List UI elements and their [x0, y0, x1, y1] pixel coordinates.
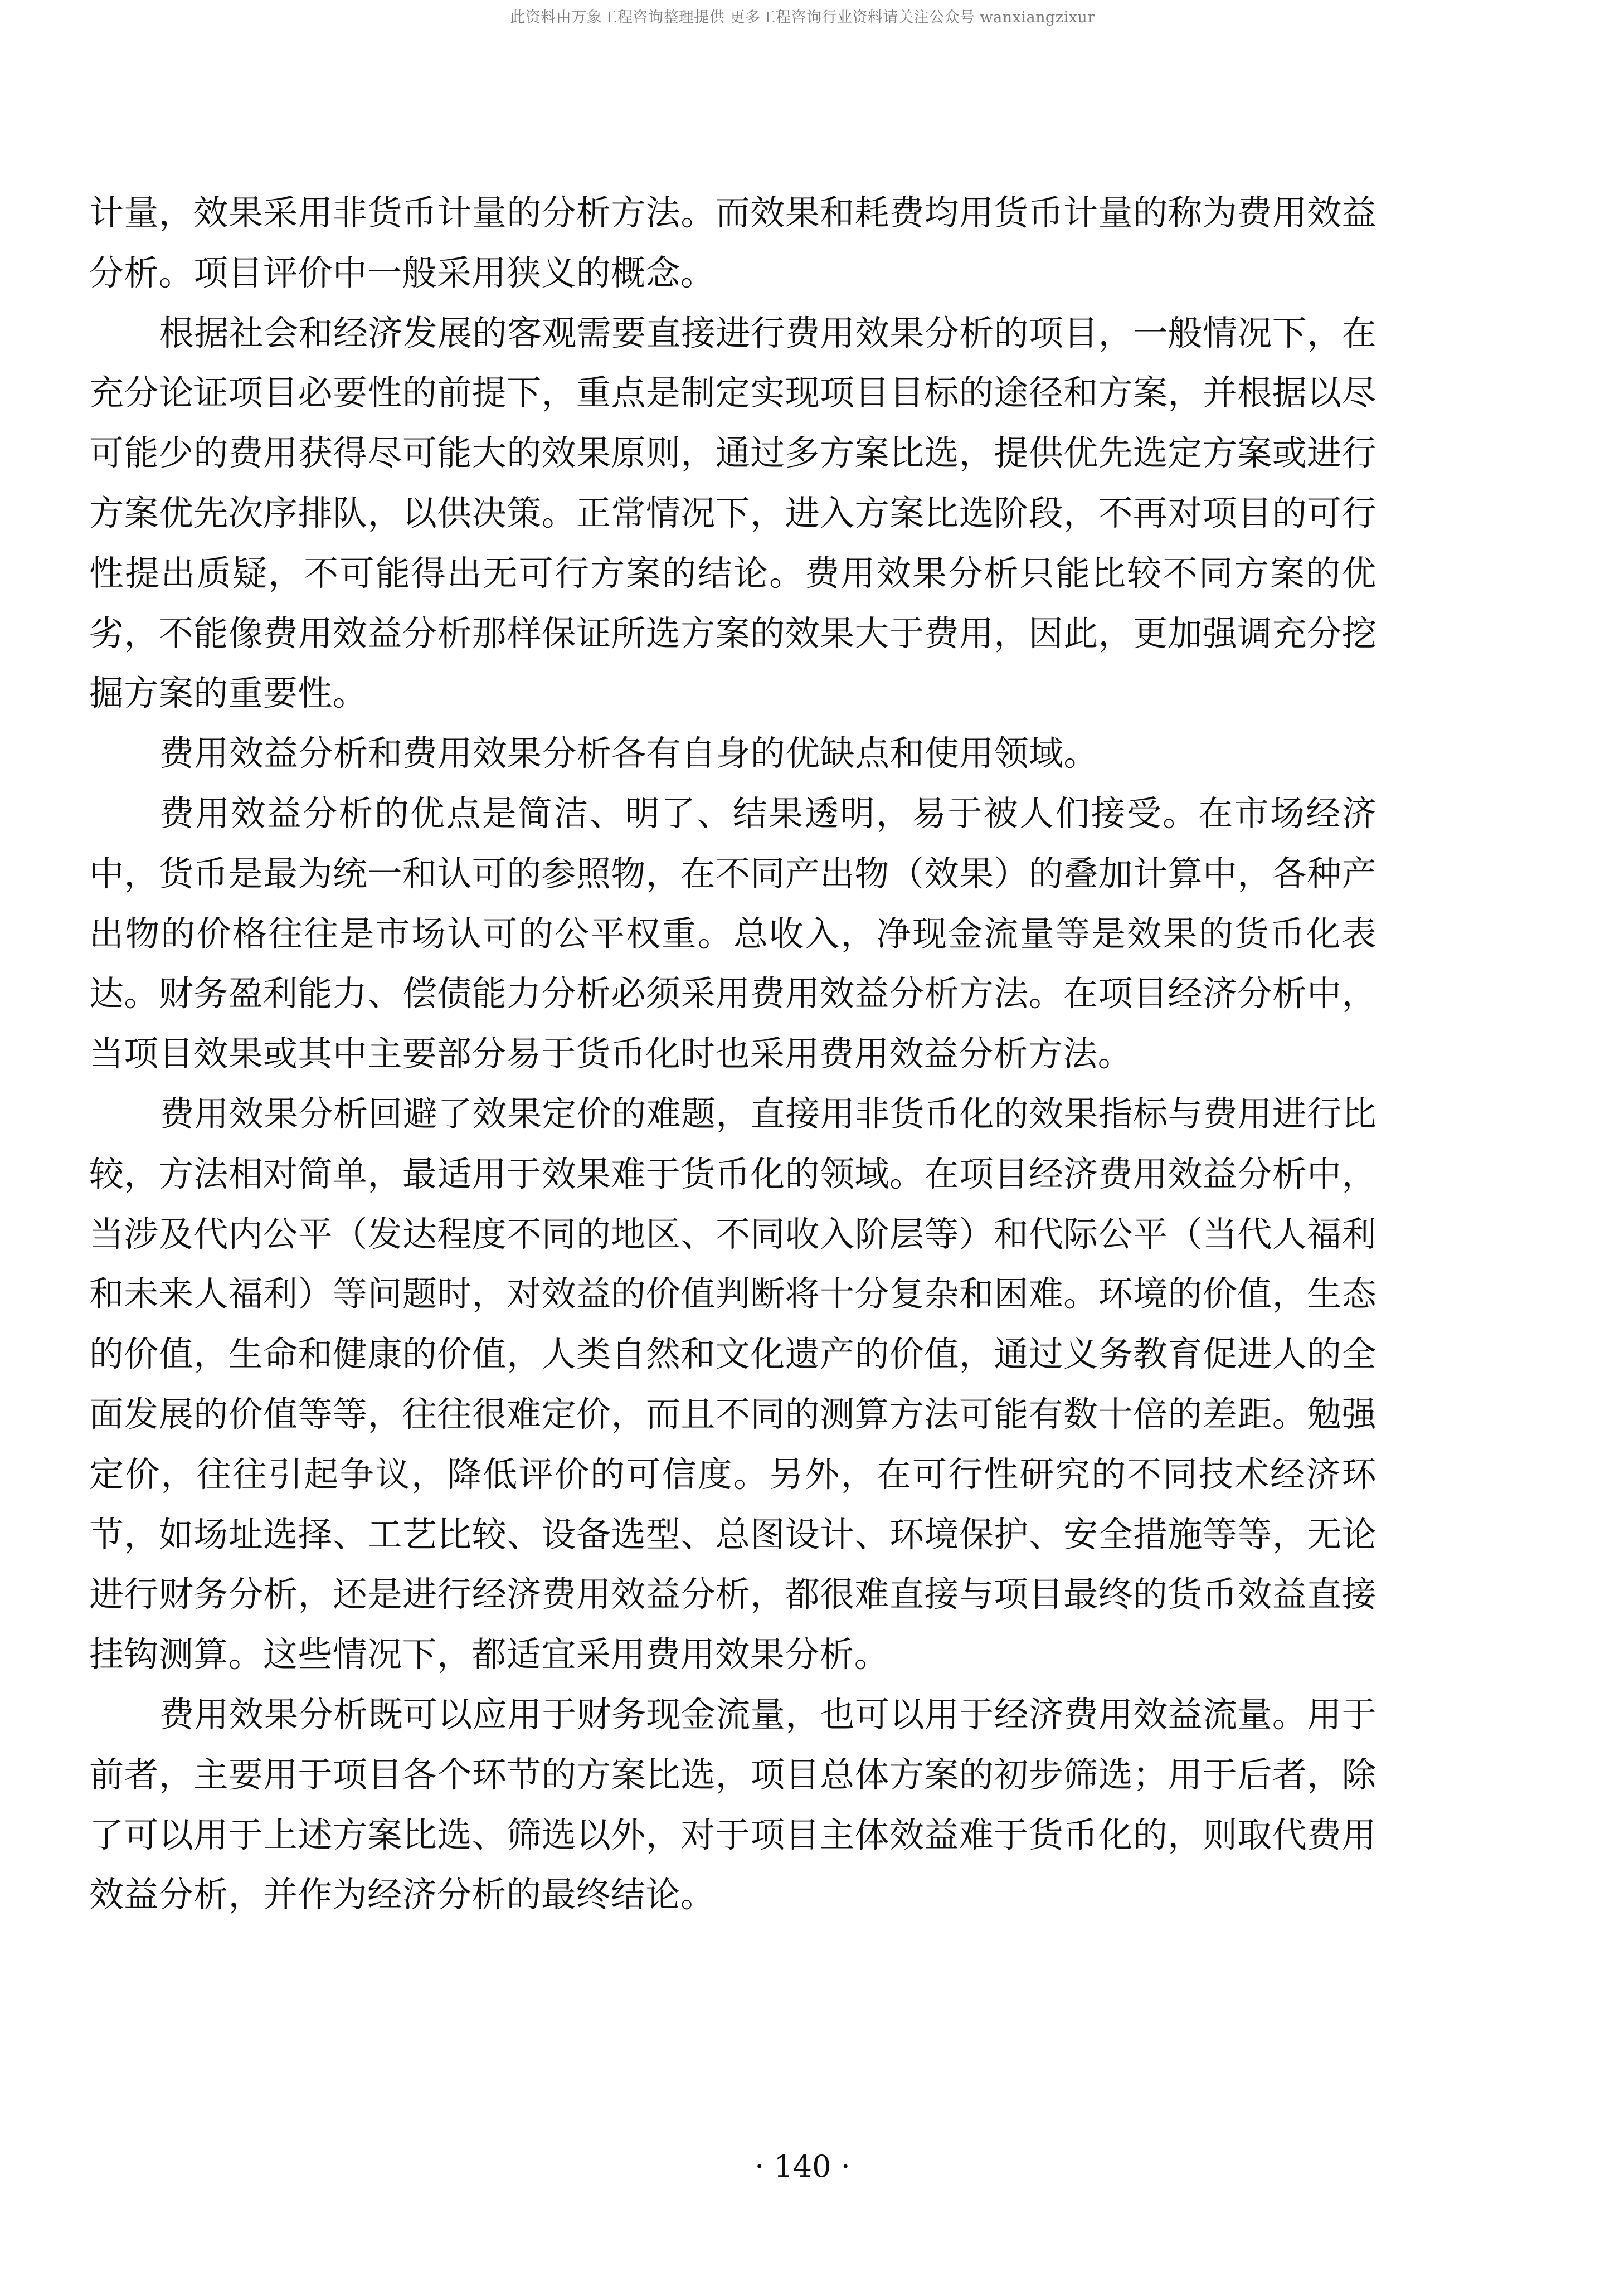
page-number: · 140 ·: [755, 2149, 850, 2184]
header-watermark-note: 此资料由万象工程咨询整理提供 更多工程咨询行业资料请关注公众号 wanxiangzixur: [510, 9, 1095, 26]
paragraph-5: 费用效果分析回避了效果定价的难题，直接用非货币化的效果指标与费用进行比较，方法相对简单，最适用于效果难于货币化的领域。在项目经济费用效益分析中，当涉及代内公平（发达程度不同的地区、不同收入阶层等）和代际公平（当代人福利和未来人福利）等问题时，对效益的价值判断将十分复杂和困难。环境的价值，生态的价值，生命和健康的价值，人类自然和文化遗产的价值，通过义务教育促进人的全面发展的价值等等，往往很难定价，而且不同的测算方法可能有数十倍的差距。勉强定价，往往引起争议，降低评价的可信度。另外，在可行性研究的不同技术经济环节，如场址选择、工艺比较、设备选型、总图设计、环境保护、安全措施等等，无论进行财务分析，还是进行经济费用效益分析，都很难直接与项目最终的货币效益直接挂钩测算。这些情况下，都适宜采用费用效果分析。: [89, 1093, 1377, 1675]
paragraph-4: 费用效益分析的优点是简洁、明了、结果透明，易于被人们接受。在市场经济中，货币是最为统一和认可的参照物，在不同产出物（效果）的叠加计算中，各种产出物的价格往往是市场认可的公平权重。总收入，净现金流量等是效果的货币化表达。财务盈利能力、偿债能力分析必须采用费用效益分析方法。在项目经济分析中，当项目效果或其中主要部分易于货币化时也采用费用效益分析方法。: [89, 792, 1377, 1074]
paragraph-2: 根据社会和经济发展的客观需要直接进行费用效果分析的项目，一般情况下，在充分论证项目必要性的前提下，重点是制定实现项目目标的途径和方案，并根据以尽可能少的费用获得尽可能大的效果原则，通过多方案比选，提供优先选定方案或进行方案优先次序排队，以供决策。正常情况下，进入方案比选阶段，不再对项目的可行性提出质疑，不可能得出无可行方案的结论。费用效果分析只能比较不同方案的优劣，不能像费用效益分析那样保证所选方案的效果大于费用，因此，更加强调充分挖掘方案的重要性。: [89, 312, 1377, 714]
body-text: [89, 183, 1377, 1925]
paragraph-3: 费用效益分析和费用效果分析各有自身的优缺点和使用领域。: [159, 733, 1098, 774]
paragraph-1: 计量，效果采用非货币计量的分析方法。而效果和耗费均用货币计量的称为费用效益分析。项目评价中一般采用狭义的概念。: [89, 192, 1377, 293]
paragraph-6: 费用效果分析既可以应用于财务现金流量，也可以用于经济费用效益流量。用于前者，主要用于项目各个环节的方案比选，项目总体方案的初步筛选；用于后者，除了可以用于上述方案比选、筛选以外，对于项目主体效益难于货币化的，则取代费用效益分析，并作为经济分析的最终结论。: [89, 1694, 1377, 1915]
